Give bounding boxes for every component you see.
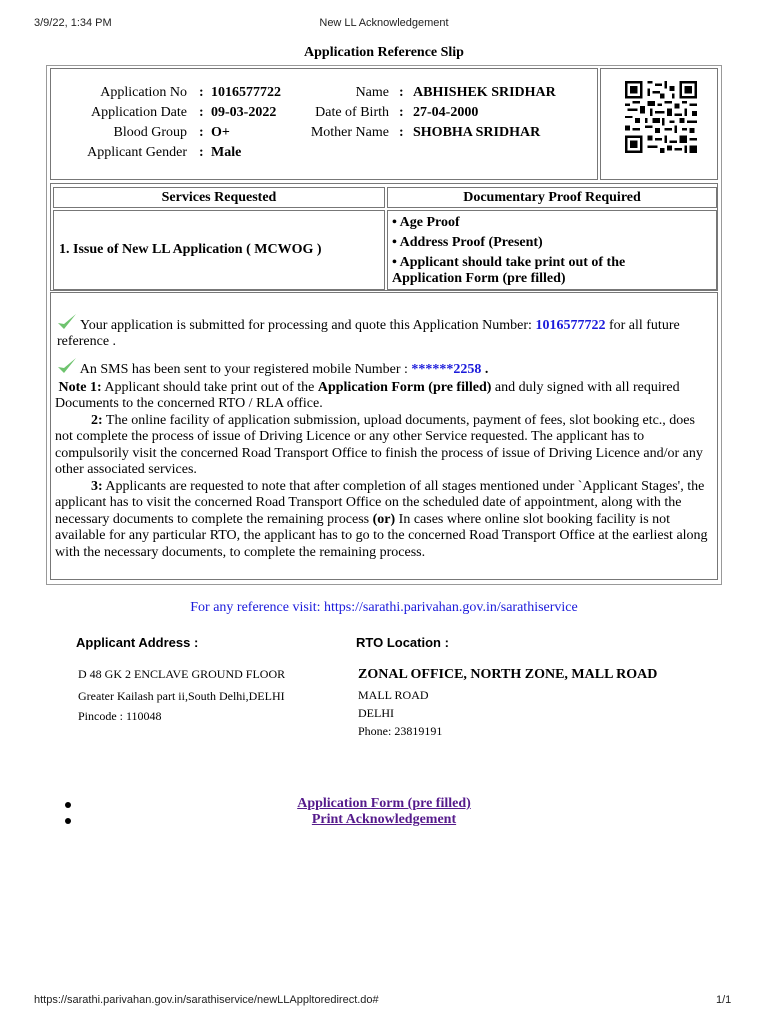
note3-text-a: Applicants are requested to note that after completion of all stages mentioned under `Applicant Stages', the applicant has to visit the concerned Road Transport Office on the scheduled date of appointment, along with the necessary documents to complete the remaining process bbox=[55, 479, 705, 527]
print-acknowledgement-link[interactable]: Print Acknowledgement bbox=[311, 812, 457, 827]
services-table bbox=[50, 183, 718, 291]
proof-item: • Applicant should take print out of the Application Form (pre filled) bbox=[392, 255, 626, 286]
proof-item: • Address Proof (Present) bbox=[392, 235, 543, 250]
address-line2: Greater Kailash part ii,South Delhi,DELHI bbox=[78, 689, 285, 703]
colon: : bbox=[399, 125, 404, 140]
sms-tail: . bbox=[484, 362, 489, 377]
checkmark-icon bbox=[57, 313, 77, 331]
application-no-label: Application No bbox=[100, 85, 187, 100]
note-3 bbox=[55, 479, 711, 561]
service-name: 1. Issue of New LL Application ( MCWOG ) bbox=[59, 242, 322, 257]
name-label: Name bbox=[355, 85, 389, 100]
submitted-tail: for all future reference . bbox=[57, 318, 680, 350]
sms-mobile-number: ******2258 bbox=[411, 362, 482, 377]
gender-value: Male bbox=[211, 145, 242, 160]
note1-text-b: and duly signed with all required Documents to the concerned RTO / RLA office. bbox=[55, 380, 680, 412]
print-doc-title: New LL Acknowledgement bbox=[319, 17, 449, 29]
note2-text: The online facility of application submission, upload documents, payment of fees, slot booking etc., does not complete the process of issue of Driving Licence or any other Service requested. The applicant has to compulsorily visit the concerned Road Transport Office to finish the process of issue of Driving Licence and/or any other associated services. bbox=[55, 413, 703, 478]
note1-text-a: Applicant should take print out of the bbox=[104, 380, 315, 395]
applicant-info-panel bbox=[50, 68, 598, 180]
dob-label: Date of Birth bbox=[315, 105, 389, 120]
proof-header: Documentary Proof Required bbox=[387, 187, 717, 208]
colon: : bbox=[199, 125, 204, 140]
application-date-label: Application Date bbox=[90, 105, 187, 120]
address-pincode: Pincode : 110048 bbox=[78, 709, 162, 723]
submitted-text: Your application is submitted for processing and quote this Application Number: bbox=[79, 318, 532, 333]
rto-phone: Phone: 23819191 bbox=[358, 724, 443, 738]
submitted-app-number: 1016577722 bbox=[535, 318, 606, 333]
service-cell bbox=[53, 210, 385, 290]
rto-office-name: ZONAL OFFICE, NORTH ZONE, MALL ROAD bbox=[358, 667, 658, 682]
note3-label: 3: bbox=[91, 479, 103, 494]
note1-label: Note 1: bbox=[58, 380, 102, 395]
note3-text-b: In cases where online slot booking facility is not available for any particular RTO, the applicant has to go to the concerned Road Transport Office at the earliest along with the necessary documents, to complete the remaining process. bbox=[55, 511, 708, 560]
gender-label: Applicant Gender bbox=[87, 145, 187, 160]
note1-bold: Application Form (pre filled) bbox=[317, 380, 492, 395]
proof-cell bbox=[387, 210, 717, 290]
application-date-value: 09-03-2022 bbox=[211, 105, 277, 120]
blood-group-value: O+ bbox=[211, 125, 230, 140]
note-1 bbox=[55, 380, 711, 413]
colon: : bbox=[399, 105, 404, 120]
slip-title: Application Reference Slip bbox=[304, 45, 464, 60]
rto-line1: MALL ROAD bbox=[358, 688, 429, 702]
address-line1: D 48 GK 2 ENCLAVE GROUND FLOOR bbox=[78, 667, 286, 681]
print-footer-url: https://sarathi.parivahan.gov.in/sarathiservice/newLLAppltoredirect.do# bbox=[34, 994, 379, 1006]
note2-label: 2: bbox=[91, 413, 103, 428]
mother-name-label: Mother Name bbox=[310, 125, 389, 140]
proof-item: • Age Proof bbox=[392, 215, 460, 230]
print-datetime: 3/9/22, 1:34 PM bbox=[34, 17, 112, 29]
qr-panel bbox=[600, 68, 718, 180]
sms-text: An SMS has been sent to your registered mobile Number : bbox=[79, 362, 408, 377]
notes-panel bbox=[50, 292, 718, 580]
rto-line2: DELHI bbox=[358, 706, 394, 720]
colon: : bbox=[199, 105, 204, 120]
colon: : bbox=[199, 145, 204, 160]
applicant-address-heading: Applicant Address : bbox=[76, 635, 199, 650]
application-no-value: 1016577722 bbox=[211, 85, 281, 100]
application-form-link[interactable]: Application Form (pre filled) bbox=[297, 796, 471, 811]
qr-code-icon bbox=[625, 81, 697, 153]
note3-or: (or) bbox=[372, 511, 396, 527]
colon: : bbox=[399, 85, 404, 100]
reference-link[interactable]: For any reference visit: https://sarathi.parivahan.gov.in/sarathiservice bbox=[190, 600, 578, 615]
services-header: Services Requested bbox=[53, 187, 385, 208]
note-2 bbox=[55, 413, 711, 479]
rto-location-heading: RTO Location : bbox=[356, 635, 449, 650]
name-value: ABHISHEK SRIDHAR bbox=[413, 85, 556, 100]
print-page-number: 1/1 bbox=[716, 994, 732, 1006]
mother-name-value: SHOBHA SRIDHAR bbox=[413, 125, 541, 140]
dob-value: 27-04-2000 bbox=[413, 105, 479, 120]
blood-group-label: Blood Group bbox=[113, 125, 187, 140]
checkmark-icon bbox=[57, 357, 77, 375]
colon: : bbox=[199, 85, 204, 100]
